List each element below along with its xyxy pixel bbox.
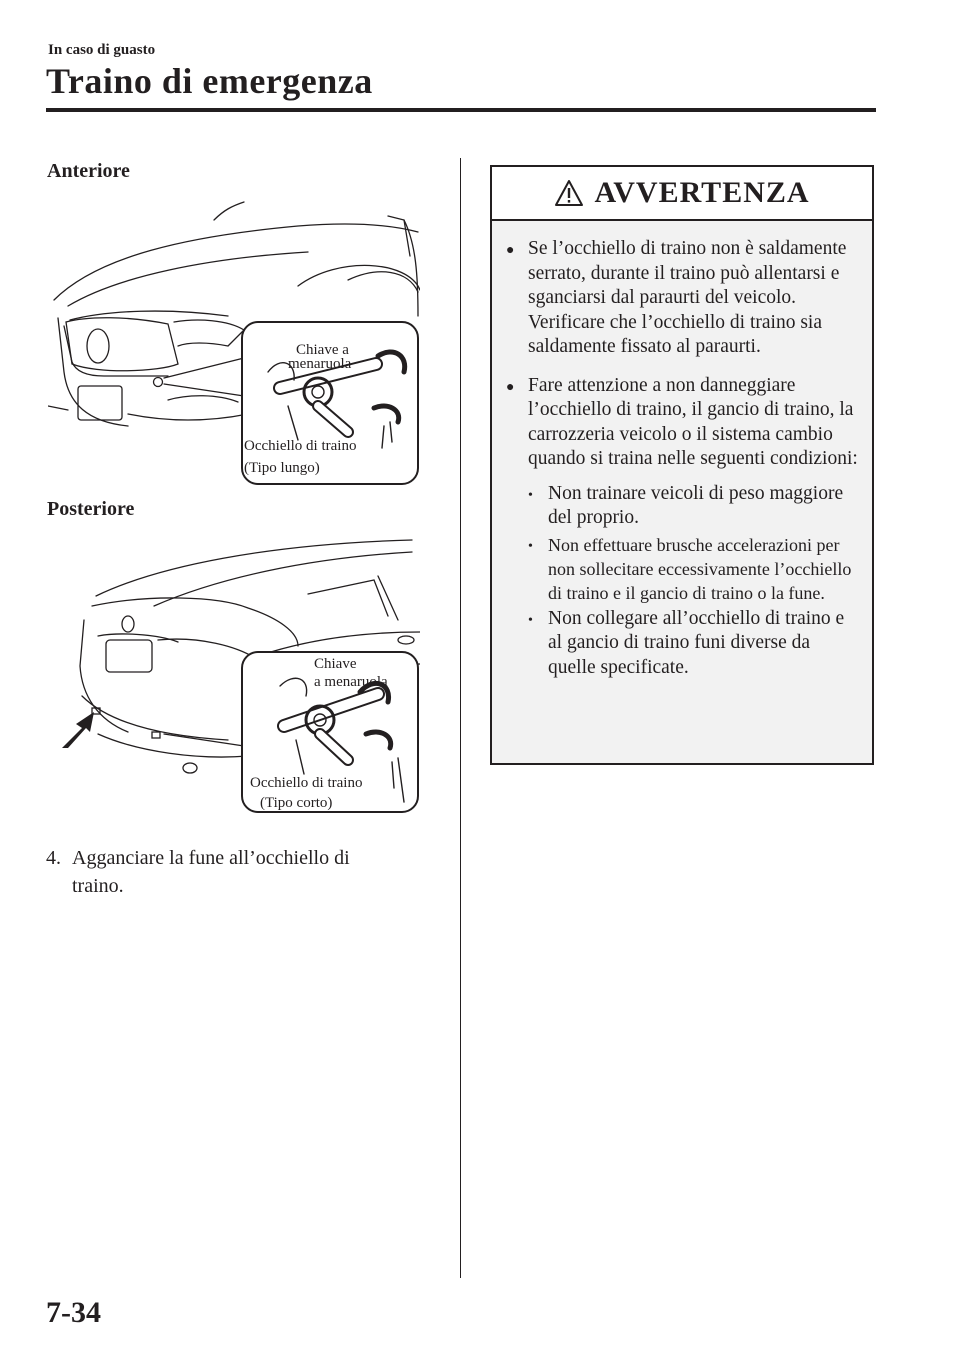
warning-body <box>492 221 872 682</box>
warning-title: AVVERTENZA <box>594 176 810 209</box>
front-eye-label: Occhiello di traino <box>244 438 357 454</box>
warning-sub-item-3-text: Non collegare all’occhiello di traino e al gancio di traino funi diverse da quelle specificate. <box>548 607 845 678</box>
warning-item-2 <box>528 374 860 683</box>
warning-item-2-text: Fare attenzione a non danneggiare l’occhiello di traino, il gancio di traino, la carrozzeria veicolo o il sistema cambio quando si traina nelle seguenti condizioni: <box>528 374 858 469</box>
warning-sub-item <box>528 533 860 605</box>
step-number: 4. <box>46 847 61 869</box>
warning-item-1-text: Se l’occhiello di traino non è saldamente serrato, durante il traino può allentarsi e sganciarsi dal paraurti del veicolo. Verificare che l’occhiello di traino sia saldamente fissato al paraurti. <box>528 238 847 357</box>
front-heading: Anteriore <box>47 160 130 182</box>
front-tow-hook-illustration <box>48 196 420 488</box>
column-divider <box>460 158 461 1278</box>
bullet-mark: ● <box>506 379 515 395</box>
front-wrench-label-2: menaruola <box>288 356 352 372</box>
step-text-line-2: traino. <box>72 875 124 897</box>
step-text-line-1: Agganciare la fune all’occhiello di <box>72 847 350 869</box>
warning-item <box>506 374 860 683</box>
warning-sub-list <box>528 482 860 681</box>
warning-sub-item <box>528 607 860 681</box>
section-label: In caso di guasto <box>48 42 156 58</box>
warning-sub-item <box>528 482 860 531</box>
warning-item <box>506 237 860 360</box>
rear-heading: Posteriore <box>47 498 135 520</box>
warning-triangle-icon <box>554 179 584 207</box>
warning-box <box>490 165 874 765</box>
warning-sub-item-2-text: Non effettuare brusche accelerazioni per non sollecitare eccessivamente l’occhiello di traino e il gancio di traino o la fune. <box>548 534 852 603</box>
pointer-arrow <box>62 712 94 748</box>
sub-bullet-mark: • <box>528 538 533 554</box>
sub-bullet-mark: • <box>528 487 533 503</box>
page-number: 7-34 <box>46 1296 101 1329</box>
rear-tow-hook-illustration <box>48 536 420 818</box>
rear-eye-label: Occhiello di traino <box>250 775 363 791</box>
front-type-label: (Tipo lungo) <box>244 460 320 476</box>
page-title: Traino di emergenza <box>46 61 373 101</box>
sub-bullet-mark: • <box>528 612 533 628</box>
title-rule <box>46 108 876 112</box>
rear-type-label: (Tipo corto) <box>260 795 333 811</box>
bullet-mark: ● <box>506 243 515 258</box>
rear-wrench-label-1: Chiave <box>314 656 357 672</box>
rear-wrench-label-2: a menaruola <box>314 674 388 690</box>
warning-header <box>492 167 872 221</box>
step-4 <box>46 844 446 900</box>
warning-sub-item-1-text: Non trainare veicoli di peso maggiore del proprio. <box>548 482 844 528</box>
front-wrench-label-1: Chiave a <box>296 342 349 358</box>
